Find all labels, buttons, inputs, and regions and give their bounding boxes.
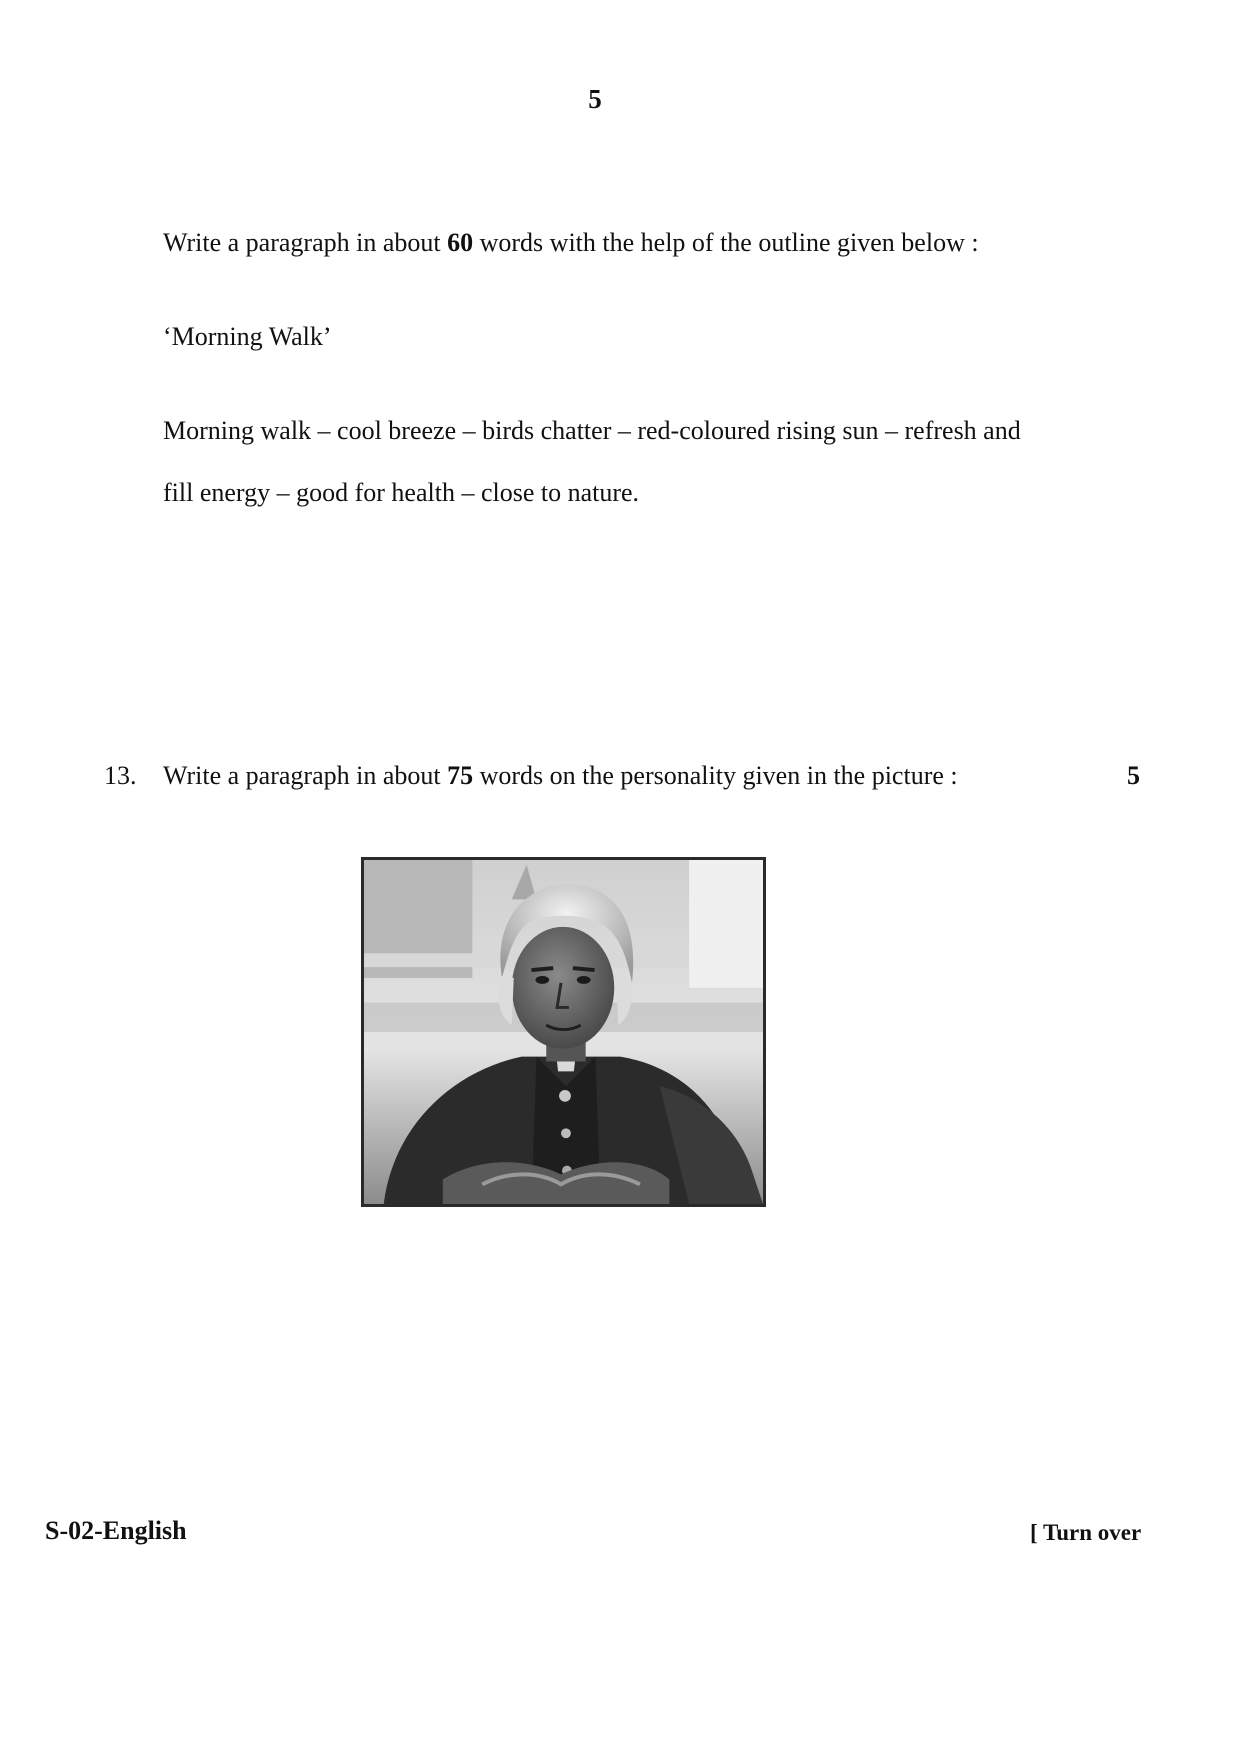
outline-line-1: Morning walk – cool breeze – birds chatter – red-coloured rising sun – refresh and	[163, 416, 1021, 445]
question-text-pre: Write a paragraph in about	[163, 761, 448, 790]
question-text-post: words on the personality given in the picture :	[473, 761, 958, 790]
question-number: 13.	[104, 761, 137, 790]
personality-photo	[361, 857, 766, 1207]
question-marks: 5	[1127, 761, 1140, 790]
instruction-pre: Write a paragraph in about	[163, 228, 448, 257]
paper-code: S-02-English	[45, 1516, 187, 1545]
page-number: 5	[588, 84, 602, 114]
paragraph-instruction	[163, 227, 979, 259]
question-word-count: 75	[447, 761, 474, 790]
outline-line-2: fill energy – good for health – close to nature.	[163, 478, 640, 507]
turn-over-label: [ Turn over	[1030, 1520, 1142, 1545]
question-text	[163, 760, 958, 792]
paragraph-topic: ‘Morning Walk’	[163, 322, 332, 351]
portrait-illustration	[364, 860, 763, 1204]
word-count: 60	[447, 228, 474, 257]
instruction-post: words with the help of the outline given below :	[473, 228, 979, 257]
